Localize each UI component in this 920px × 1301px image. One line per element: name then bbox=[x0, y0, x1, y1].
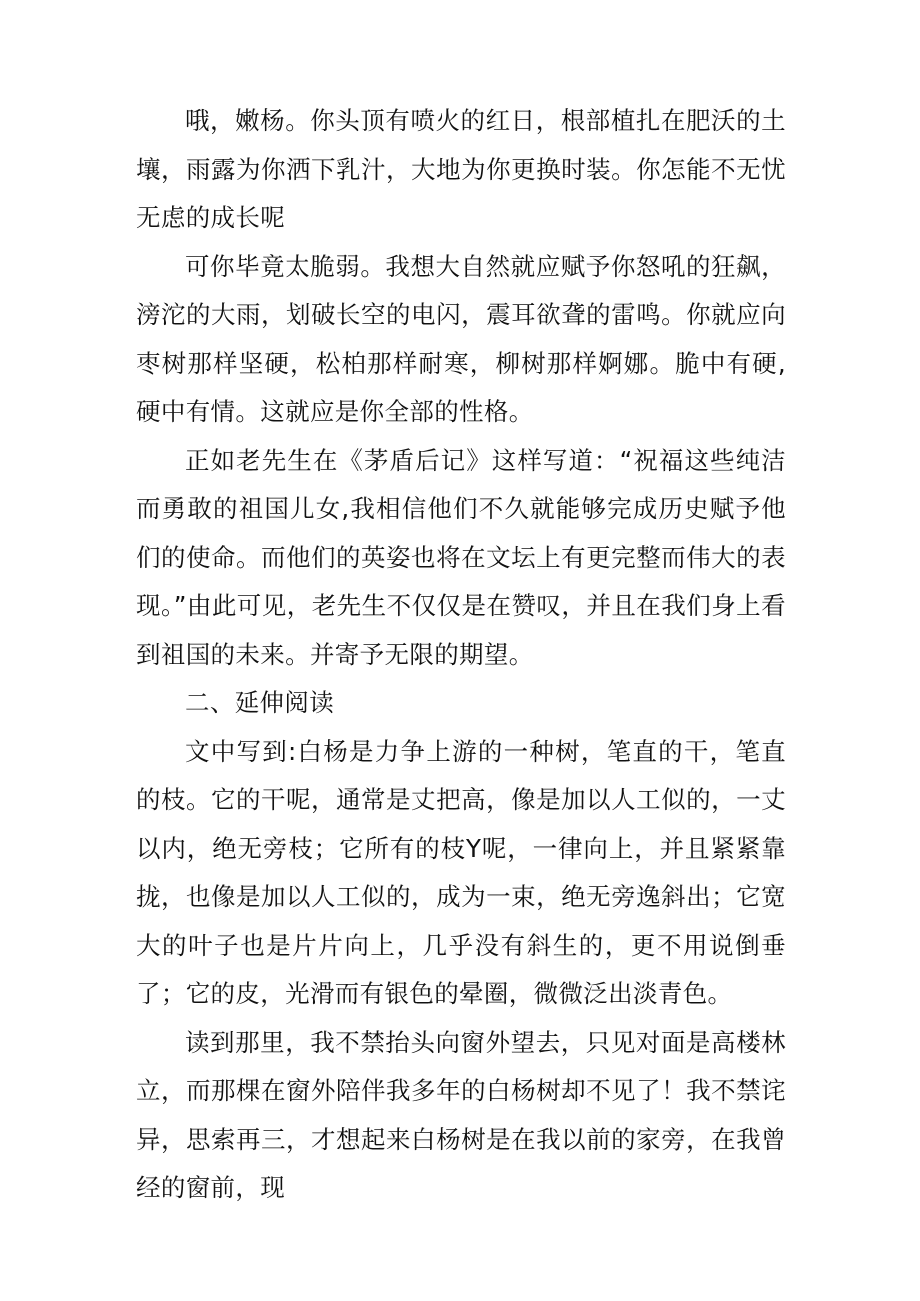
document-page bbox=[136, 97, 786, 1213]
paragraph-1: 哦，嫩杨。你头顶有喷火的红日，根部植扎在肥沃的土壤，雨露为你洒下乳汁，大地为你更换时装。你怎能不无忧无虑的成长呢 bbox=[136, 106, 786, 232]
paragraph-2: 可你毕竟太脆弱。我想大自然就应赋予你怒吼的狂飙，滂沱的大雨，划破长空的电闪，震耳欲聋的雷鸣。你就应向枣树那样坚硬，松柏那样耐寒，柳树那样婀娜。脆中有硬,硬中有情。这就应是你全部的性格。 bbox=[136, 251, 786, 426]
paragraph-5: 读到那里，我不禁抬头向窗外望去，只见对面是高楼林立，而那棵在窗外陪伴我多年的白杨树却不见了！我不禁诧异，思索再三，才想起来白杨树是在我以前的家旁，在我曾经的窗前，现 bbox=[136, 1027, 786, 1202]
section-heading: 二、延伸阅读 bbox=[185, 688, 335, 717]
paragraph-3: 正如老先生在《茅盾后记》这样写道：“祝福这些纯洁而勇敢的祖国儿女,我相信他们不久就能够完成历史赋予他们的使命。而他们的英姿也将在文坛上有更完整而伟大的表现。”由此可见，老先生不仅仅是在赞叹，并且在我们身上看到祖国的未来。并寄予无限的期望。 bbox=[136, 445, 786, 669]
paragraph-4: 文中写到:白杨是力争上游的一种树，笔直的干，笔直的枝。它的干呢，通常是丈把高，像是加以人工似的，一丈以内，绝无旁枝；它所有的枝Y呢，一律向上，并且紧紧靠拢，也像是加以人工似的，成为一束，绝无旁逸斜出；它宽大的叶子也是片片向上，几乎没有斜生的，更不用说倒垂了；它的皮，光滑而有银色的晕圈，微微泛出淡青色。 bbox=[136, 736, 786, 1008]
